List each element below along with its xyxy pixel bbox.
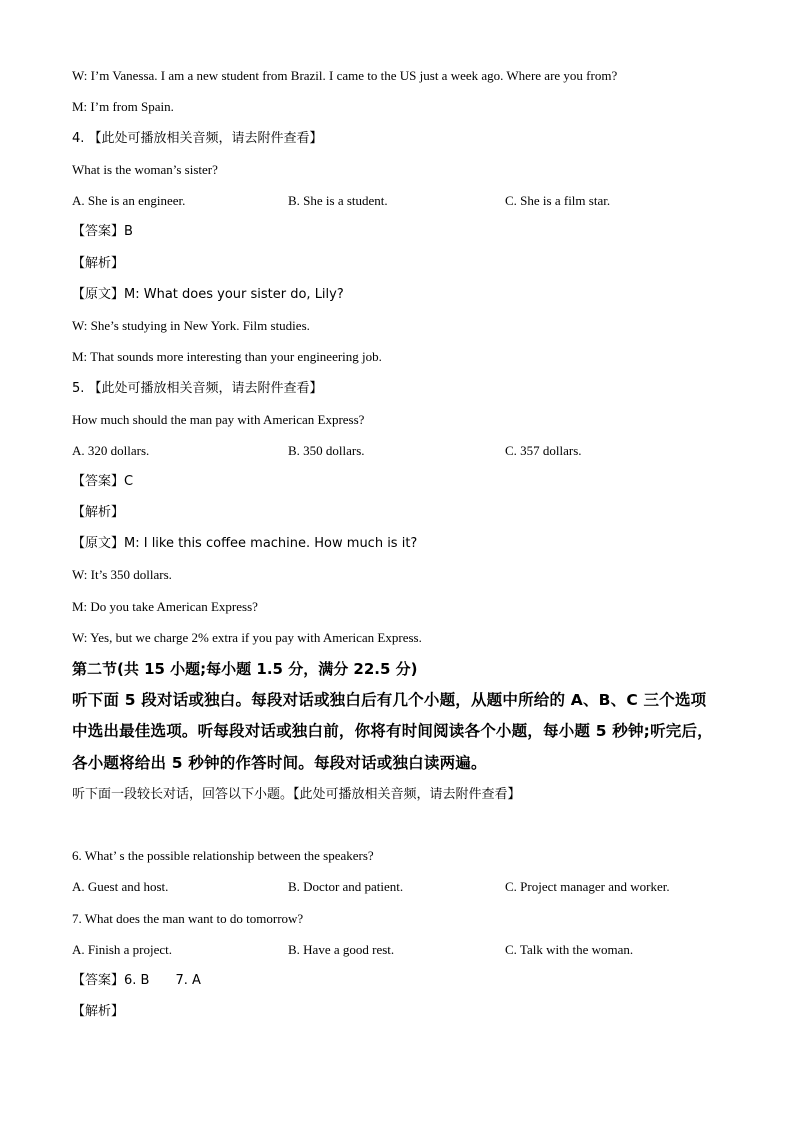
question-5-option-b: B. 350 dollars. bbox=[288, 443, 365, 458]
question-7-option-a: A. Finish a project. bbox=[72, 942, 173, 957]
dialogue-line-spain: M: I’m from Spain. bbox=[72, 99, 174, 114]
answer-tag: 【答案】 bbox=[72, 973, 125, 988]
answer-7: 7. A bbox=[175, 973, 201, 988]
question-4-analysis: 【解析】 bbox=[72, 256, 125, 271]
question-7-text: 7. What does the man want to do tomorrow? bbox=[72, 911, 304, 926]
question-5-option-c: C. 357 dollars. bbox=[505, 443, 582, 458]
question-6-text: 6. What’ s the possible relationship between the speakers? bbox=[72, 848, 374, 863]
question-5-line-w1: W: It’s 350 dollars. bbox=[72, 567, 172, 582]
question-6-option-c: C. Project manager and worker. bbox=[505, 879, 670, 894]
question-7-option-b: B. Have a good rest. bbox=[288, 942, 395, 957]
question-5-answer: 【答案】C bbox=[72, 474, 134, 489]
question-5-original: 【原文】M: I like this coffee machine. How much is it? bbox=[72, 536, 418, 551]
question-5-line-w2: W: Yes, but we charge 2% extra if you pay with American Express. bbox=[72, 630, 422, 645]
dialogue-line-vanessa: W: I’m Vanessa. I am a new student from Brazil. I came to the US just a week ago. Where are you from? bbox=[72, 68, 618, 83]
question-4-title: 4. 【此处可播放相关音频，请去附件查看】 bbox=[72, 131, 323, 146]
questions-6-7-analysis: 【解析】 bbox=[72, 1004, 125, 1019]
question-5-title: 5. 【此处可播放相关音频，请去附件查看】 bbox=[72, 381, 323, 396]
question-4-text: What is the woman’s sister? bbox=[72, 162, 218, 177]
section-instructions-3: 各小题将给出 5 秒钟的作答时间。每段对话或独白读两遍。 bbox=[72, 754, 487, 772]
question-6-option-b: B. Doctor and patient. bbox=[288, 879, 404, 894]
question-4-original: 【原文】M: What does your sister do, Lily? bbox=[72, 287, 344, 302]
listen-intro: 听下面一段较长对话，回答以下小题。【此处可播放相关音频，请去附件查看】 bbox=[72, 787, 521, 802]
question-4-answer: 【答案】B bbox=[72, 224, 133, 239]
question-4-option-b: B. She is a student. bbox=[288, 193, 388, 208]
questions-6-7-answer bbox=[72, 973, 201, 989]
question-4-option-a: A. She is an engineer. bbox=[72, 193, 186, 208]
question-6-option-a: A. Guest and host. bbox=[72, 879, 169, 894]
question-5-analysis: 【解析】 bbox=[72, 505, 125, 520]
question-4-line-w: W: She’s studying in New York. Film studies. bbox=[72, 318, 310, 333]
question-5-line-m: M: Do you take American Express? bbox=[72, 599, 258, 614]
question-7-option-c: C. Talk with the woman. bbox=[505, 942, 634, 957]
question-4-line-m: M: That sounds more interesting than your engineering job. bbox=[72, 349, 382, 364]
question-5-text: How much should the man pay with American Express? bbox=[72, 412, 365, 427]
question-4-option-c: C. She is a film star. bbox=[505, 193, 611, 208]
section-instructions-2: 中选出最佳选项。听每段对话或独白前，你将有时间阅读各个小题，每小题 5 秒钟;听完后， bbox=[72, 722, 713, 740]
answer-6: 6. B bbox=[124, 973, 150, 988]
question-5-option-a: A. 320 dollars. bbox=[72, 443, 150, 458]
section-instructions-1: 听下面 5 段对话或独白。每段对话或独白后有几个小题，从题中所给的 A、B、C 三个选项 bbox=[72, 691, 707, 709]
section-title: 第二节(共 15 小题;每小题 1.5 分，满分 22.5 分) bbox=[72, 660, 418, 678]
